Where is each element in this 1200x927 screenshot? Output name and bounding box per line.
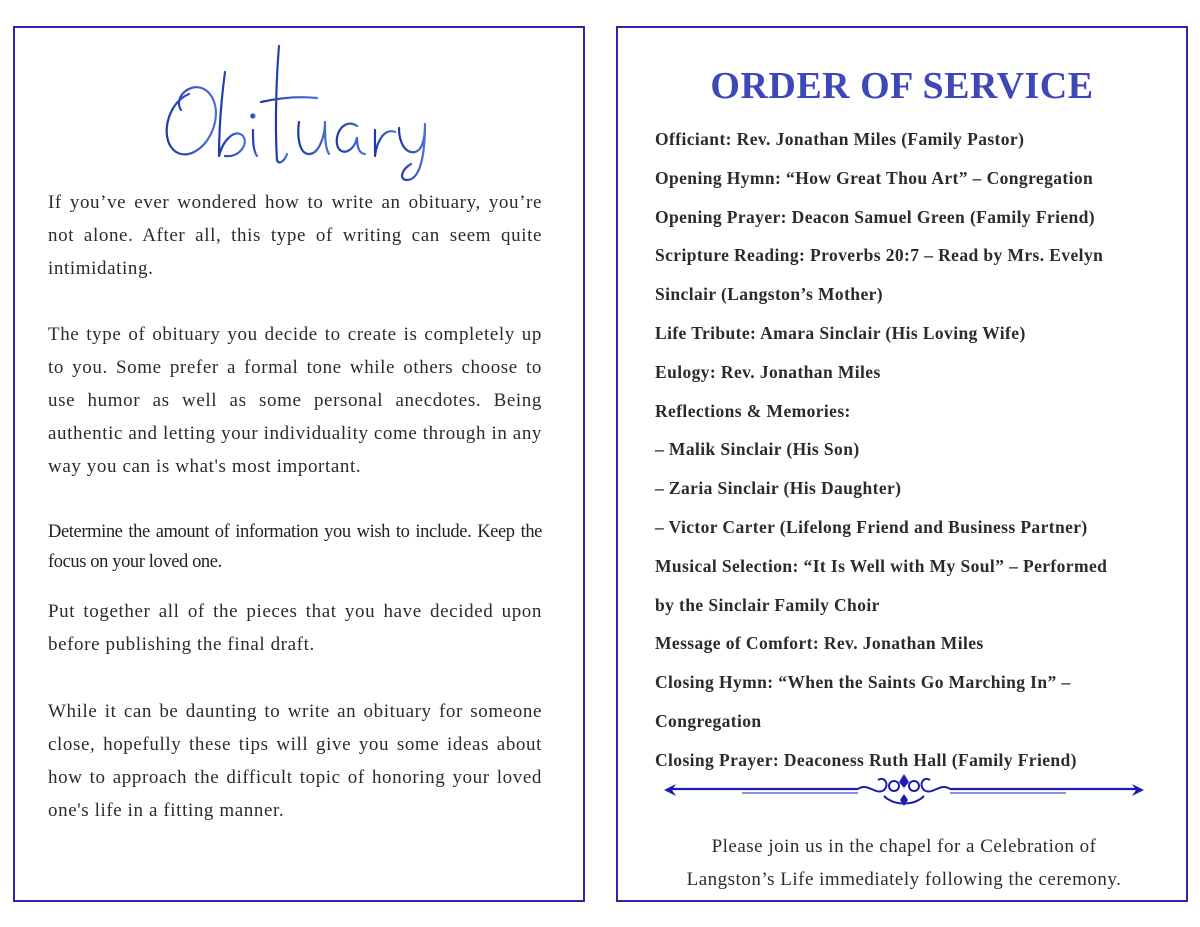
celebration-invitation — [638, 830, 1170, 896]
service-line-musical-selection: Musical Selection: “It Is Well with My Soul” – Performed — [655, 555, 1108, 576]
divider-ornament — [662, 772, 1146, 808]
service-line-scripture-reader: Sinclair (Langston’s Mother) — [655, 284, 884, 305]
service-line-closing-hymn-congregation: Congregation — [655, 710, 762, 731]
celebration-invitation-line-2: Langston’s Life immediately following the ceremony. — [686, 869, 1122, 890]
paragraph-tone: The type of obituary you decide to create is completely up to you. Some prefer a formal tone while others choose to use humor as well as some personal anecdotes. Being authentic and letting your individuality come through in any way you can is what's most important. — [48, 324, 543, 477]
service-line-opening-hymn: Opening Hymn: “How Great Thou Art” – Congregation — [655, 167, 1094, 188]
service-line-opening-prayer: Opening Prayer: Deacon Samuel Green (Family Friend) — [655, 206, 1096, 227]
service-line-reflections: Reflections & Memories: — [655, 400, 851, 421]
order-of-service-panel — [616, 26, 1188, 902]
service-line-reflection-daughter: – Zaria Sinclair (His Daughter) — [655, 478, 902, 499]
obituary-title — [15, 32, 583, 182]
paragraph-draft: Put together all of the pieces that you have decided upon before publishing the final draft. — [48, 601, 542, 655]
service-line-musical-performer: by the Sinclair Family Choir — [655, 594, 880, 615]
obituary-script-lettering — [149, 32, 449, 182]
paragraph-intro: If you’ve ever wondered how to write an obituary, you’re not alone. After all, this type of writing can seem quite intimidating. — [48, 192, 542, 279]
service-line-eulogy: Eulogy: Rev. Jonathan Miles — [655, 361, 881, 382]
celebration-invitation-line-1: Please join us in the chapel for a Celebration of — [711, 836, 1097, 857]
service-line-reflection-son: – Malik Sinclair (His Son) — [655, 439, 860, 460]
order-of-service-title: ORDER OF SERVICE — [710, 65, 1094, 107]
service-line-closing-hymn: Closing Hymn: “When the Saints Go Marching In” – — [655, 672, 1071, 693]
service-line-closing-prayer: Closing Prayer: Deaconess Ruth Hall (Family Friend) — [655, 749, 1077, 770]
service-line-scripture-reading: Scripture Reading: Proverbs 20:7 – Read by Mrs. Evelyn — [655, 245, 1104, 266]
flourish-divider-icon — [662, 772, 1146, 808]
obituary-body — [48, 186, 542, 827]
service-program-list — [655, 120, 1165, 780]
obituary-panel — [13, 26, 585, 902]
service-line-message-of-comfort: Message of Comfort: Rev. Jonathan Miles — [655, 633, 984, 654]
paragraph-closing: While it can be daunting to write an obituary for someone close, hopefully these tips will give you some ideas about how to approach the difficult topic of honoring your loved one's life in a fitting manner. — [48, 701, 542, 821]
service-line-officiant: Officiant: Rev. Jonathan Miles (Family Pastor) — [655, 129, 1025, 149]
service-line-life-tribute: Life Tribute: Amara Sinclair (His Loving Wife) — [655, 322, 1026, 343]
service-line-reflection-friend: – Victor Carter (Lifelong Friend and Business Partner) — [655, 516, 1088, 537]
paragraph-information: Determine the amount of information you wish to include. Keep the focus on your loved one. — [48, 522, 542, 572]
